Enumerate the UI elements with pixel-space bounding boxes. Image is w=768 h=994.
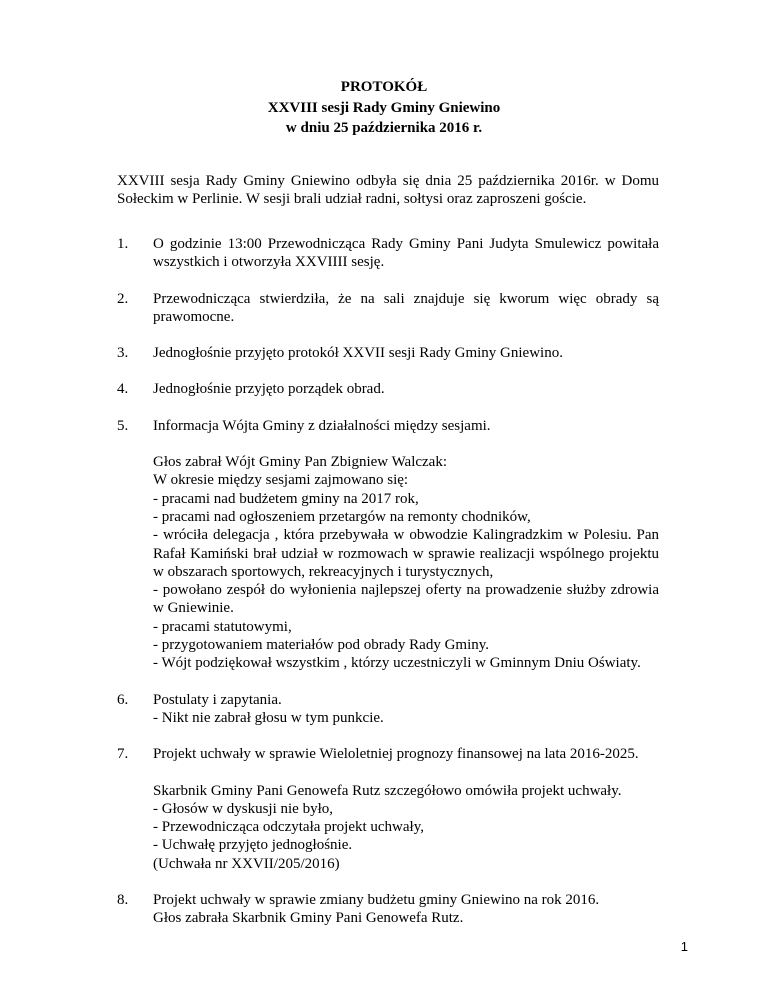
detail-line: - powołano zespół do wyłonienia najlepszej oferty na prowadzenie służby zdrowia w Gniewinie. bbox=[153, 582, 659, 617]
item-sub-line: - Nikt nie zabrał głosu w tym punkcie. bbox=[153, 709, 384, 726]
detail-line: - przygotowaniem materiałów pod obrady Rady Gminy. bbox=[153, 637, 490, 654]
item-text: Projekt uchwały w sprawie Wieloletniej prognozy finansowej na lata 2016-2025. bbox=[153, 746, 639, 763]
item-text: Postulaty i zapytania. bbox=[153, 691, 282, 708]
detail-line: - Głosów w dyskusji nie było, bbox=[153, 800, 333, 817]
item-text: Jednogłośnie przyjęto protokół XXVII sesji Rady Gminy Gniewino. bbox=[153, 345, 563, 362]
detail-line: Głos zabrał Wójt Gminy Pan Zbigniew Walczak: bbox=[153, 454, 448, 471]
title-line-1: PROTOKÓŁ bbox=[340, 79, 428, 95]
item-number: 4. bbox=[117, 381, 129, 398]
agenda-item-7 bbox=[117, 745, 659, 873]
detail-line: - Uchwałę przyjęto jednogłośnie. bbox=[153, 837, 353, 854]
detail-line: - pracami nad budżetem gminy na 2017 rok, bbox=[153, 490, 419, 507]
item-number: 1. bbox=[117, 236, 129, 252]
document-title bbox=[0, 78, 768, 140]
item-number: 7. bbox=[117, 746, 129, 763]
item-text: Informacja Wójta Gminy z działalności między sesjami. bbox=[153, 417, 491, 434]
item-details bbox=[153, 453, 659, 673]
item-number: 6. bbox=[117, 691, 129, 708]
detail-line: - wróciła delegacja , która przebywała w obwodzie Kalingradzkim w Polesiu. Pan Rafał Kamiński brał udział w rozmowach w sprawie realizacji wspólnego projektu w obszarach sportowych, rekreacyjnych i turystycznych, bbox=[153, 527, 659, 580]
agenda-item-6 bbox=[117, 691, 659, 728]
item-text: O godzinie 13:00 Przewodnicząca Rady Gminy Pani Judyta Smulewicz powitała wszystkich i otworzyła XXVIIII sesję. bbox=[153, 236, 659, 271]
detail-line: - Wójt podziękował wszystkim , którzy uczestniczyli w Gminnym Dniu Oświaty. bbox=[153, 655, 641, 672]
agenda-list bbox=[117, 235, 659, 946]
detail-line: - Przewodnicząca odczytała projekt uchwały, bbox=[153, 819, 424, 836]
item-text: Projekt uchwały w sprawie zmiany budżetu gminy Gniewino na rok 2016. bbox=[153, 892, 600, 909]
agenda-item-3 bbox=[117, 344, 659, 362]
title-line-3: w dniu 25 października 2016 r. bbox=[285, 120, 483, 136]
intro-paragraph: XXVIII sesja Rady Gminy Gniewino odbyła się dnia 25 października 2016r. w Domu Sołeckim w Perlinie. W sesji brali udział radni, sołtysi oraz zaproszeni goście. bbox=[117, 173, 659, 208]
item-number: 3. bbox=[117, 345, 129, 362]
item-text: Jednogłośnie przyjęto porządek obrad. bbox=[153, 381, 385, 398]
detail-line: - pracami nad ogłoszeniem przetargów na remonty chodników, bbox=[153, 508, 531, 525]
detail-line: - pracami statutowymi, bbox=[153, 618, 292, 635]
detail-line: W okresie między sesjami zajmowano się: bbox=[153, 472, 409, 489]
detail-line: Skarbnik Gminy Pani Genowefa Rutz szczegółowo omówiła projekt uchwały. bbox=[153, 782, 622, 799]
page-number: 1 bbox=[680, 939, 688, 954]
detail-line: (Uchwała nr XXVII/205/2016) bbox=[153, 855, 340, 872]
item-sub-line: Głos zabrała Skarbnik Gminy Pani Genowefa Rutz. bbox=[153, 910, 464, 927]
item-number: 5. bbox=[117, 417, 129, 434]
item-number: 2. bbox=[117, 290, 129, 307]
title-line-2: XXVIII sesji Rady Gminy Gniewino bbox=[267, 99, 501, 116]
agenda-item-4 bbox=[117, 380, 659, 398]
item-details bbox=[153, 782, 659, 873]
item-text: Przewodnicząca stwierdziła, że na sali znajduje się kworum więc obrady są prawomocne. bbox=[153, 290, 659, 325]
item-number: 8. bbox=[117, 892, 129, 909]
agenda-item-2 bbox=[117, 290, 659, 327]
agenda-item-1 bbox=[117, 235, 659, 272]
agenda-item-5 bbox=[117, 417, 659, 673]
agenda-item-8 bbox=[117, 891, 659, 928]
